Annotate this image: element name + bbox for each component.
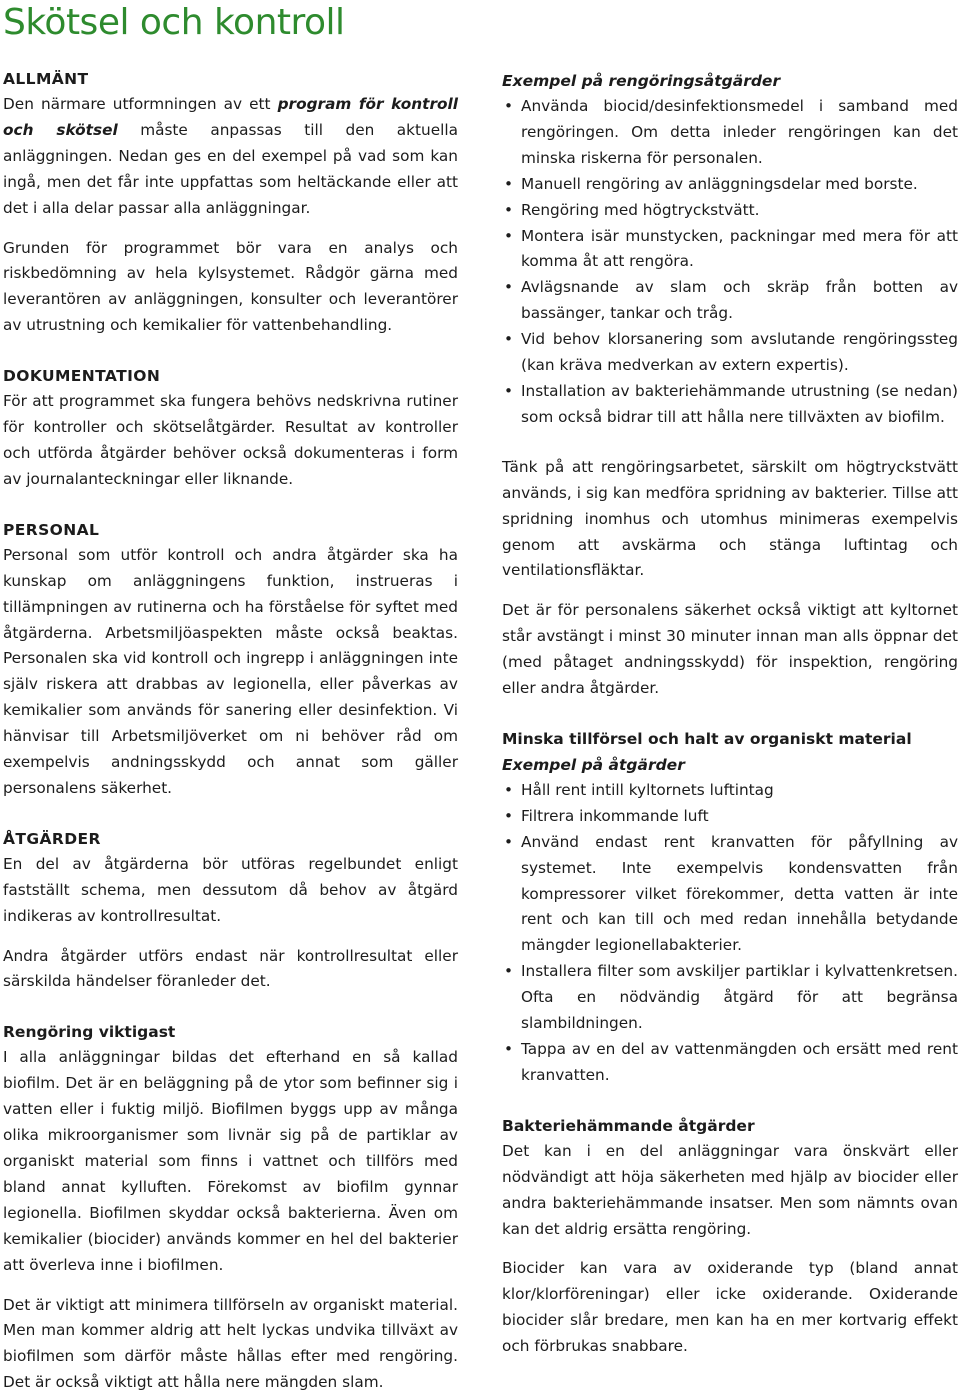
emphasis-program: program för kontroll och skötsel (3, 95, 458, 139)
text-span: Den närmare utformningen av ett (3, 95, 278, 113)
allmant-paragraph-2: Grunden för programmet bör vara en analys och riskbedömning av hela kylsystemet. Rådgör gärna med leverantören av anläggningen, konsulter och leverantörer av utrustning och kemikalier för vattenbehandling. (3, 238, 458, 335)
bullet-icon: • (504, 962, 514, 981)
list-item (502, 275, 958, 327)
atgarder-paragraph-2: Andra åtgärder utförs endast när kontrollresultat eller särskilda händelser föranleder det. (3, 946, 458, 991)
list-item-text: Manuell rengöring av anläggningsdelar med borste. (521, 174, 918, 193)
list-item-text: Rengöring med högtryckstvätt. (521, 200, 760, 219)
list-item (502, 830, 958, 960)
bullet-icon: • (504, 832, 514, 851)
list-item-text: Tappa av en del av vattenmängden och ersätt med rent kranvatten. (521, 1040, 958, 1084)
list-item-text: Avlägsnande av slam och skräp från botten av bassänger, tankar och tråg. (521, 278, 958, 323)
dokumentation-paragraph: För att programmet ska fungera behövs nedskrivna rutiner för kontroller och skötselåtgärder. Resultat av kontroller och utförda åtgärder behöver också dokumenteras i form av journalanteckningar eller liknande. (3, 392, 458, 488)
bullet-icon: • (504, 97, 514, 115)
page-title: Skötsel och kontroll (3, 2, 345, 43)
subheading-minska: Minska tillförsel och halt av organiskt material (502, 729, 912, 748)
atgarder-paragraph-1: En del av åtgärderna bör utföras regelbundet enligt fastställt schema, men dessutom då behov av åtgärd indikeras av kontrollresultat. (3, 854, 458, 925)
list-item (502, 172, 958, 198)
right-column (502, 68, 958, 1360)
section-heading-atgarder: ÅTGÄRDER (3, 829, 101, 848)
bakteriehammande-paragraph-2: Biocider kan vara av oxiderande typ (bland annat klor/klorföreningar) eller icke oxiderande. Oxiderande biocider slår bredare, men kan ha en mer kortvarig effekt och förbrukas snabbare. (502, 1259, 958, 1356)
list-item (502, 1037, 958, 1089)
list-item (502, 94, 958, 172)
list-item-text: Filtrera inkommande luft (521, 806, 709, 825)
bakteriehammande-paragraph-1: Det kan i en del anläggningar vara önskvärt eller nödvändigt att höja säkerheten med hjälp av biocider eller andra bakteriehämmande insatser. Men som nämnts ovan kan det aldrig ersätta rengöring. (502, 1141, 958, 1238)
section-heading-dokumentation: DOKUMENTATION (3, 367, 161, 386)
list-item-text: Håll rent intill kyltornets luftintag (521, 780, 774, 799)
list-item (502, 327, 958, 379)
rengoring-examples-list (502, 94, 958, 431)
subheading-exempel-atgarder: Exempel på åtgärder (502, 755, 685, 774)
list-item-text: Montera isär munstycken, packningar med mera för att komma åt att rengöra. (521, 226, 958, 271)
bullet-icon: • (504, 806, 514, 825)
section-heading-allmant: ALLMÄNT (3, 70, 89, 88)
bullet-icon: • (504, 174, 514, 193)
sakerhet-paragraph: Det är för personalens säkerhet också viktigt att kyltornet står avstängt i minst 30 minuter innan man alls öppnar det (med påtaget andningsskydd) för inspektion, rengöring eller andra åtgärder. (502, 601, 958, 698)
list-item-text: Installation av bakteriehämmande utrustning (se nedan) som också bidrar till att hålla nere tillväxten av biofilm. (521, 381, 958, 426)
list-item-text: Använda biocid/desinfektionsmedel i samband med rengöringen. Om detta inleder rengöringen kan det minska riskerna för personalen. (521, 97, 958, 167)
list-item (502, 778, 958, 804)
bullet-icon: • (504, 381, 514, 400)
section-heading-personal: PERSONAL (3, 520, 100, 539)
list-item-text: Använd endast rent kranvatten för påfyllning av systemet. Inte exempelvis kondensvatten från kompressorer vilket förekommer, detta vatten är inte rent och kan till och med redan innehålla betydande mängder legionellabakterier. (521, 832, 958, 955)
list-item (502, 379, 958, 431)
left-column (3, 66, 458, 1396)
bullet-icon: • (504, 1040, 514, 1058)
list-item-text: Vid behov klorsanering som avslutande rengöringssteg (kan kräva medverkan av extern expertis). (521, 330, 958, 375)
rengoring-paragraph-2: Det är viktigt att minimera tillförseln av organiskt material. Men man kommer aldrig att helt lyckas undvika tillväxt av biofilmen som därför måste hållas efter med rengöring. Det är också viktigt att hålla nere mängden slam. (3, 1295, 458, 1392)
subheading-bakteriehammande: Bakteriehämmande åtgärder (502, 1116, 755, 1135)
bullet-icon: • (504, 200, 514, 219)
allmant-paragraph-1 (3, 92, 458, 222)
list-item (502, 804, 958, 830)
rengoring-paragraph-1: I alla anläggningar bildas det efterhand en så kallad biofilm. Det är en beläggning på de ytor som befinner sig i vatten eller i fuktig miljö. Biofilmen byggs upp av många olika mikroorganismer som livnär sig på de partiklar av organiskt material som finns i vattnet och tillförs med bland annat kylluften. Förekomst av biofilm gynnar legionella. Biofilmen skyddar också bakterierna. Även om kemikalier (biocider) används kommer en hel del bakterier att överleva inne i biofilmen. (3, 1048, 458, 1274)
hogtryck-paragraph: Tänk på att rengöringsarbetet, särskilt om högtryckstvätt används, i sig kan medföra spridning av bakterier. Tillse att spridning inomhus och utomhus minimeras exempelvis genom att avskärma och stänga luftintag och ventilationsfläktar. (502, 457, 958, 580)
list-item (502, 959, 958, 1037)
list-item-text: Installera filter som avskiljer partiklar i kylvattenkretsen. Ofta en nödvändig åtgärd för att begränsa slambildningen. (521, 962, 958, 1033)
personal-paragraph: Personal som utför kontroll och andra åtgärder ska ha kunskap om anläggningens funktion, instrueras i tillämpningen av rutinerna och ha förståelse för syftet med åtgärderna. Arbetsmiljöaspekten måste också beaktas. Personalen ska vid kontroll och ingrepp i anläggningen inte själv riskera att drabbas av legionella, eller påverkas av kemikalier som används för sanering eller desinfektion. Vi hänvisar till Arbetsmiljöverket om ni behöver råd om exempelvis andningsskydd och annat som gäller personalens säkerhet. (3, 545, 458, 797)
subheading-rengoring: Rengöring viktigast (3, 1023, 176, 1042)
bullet-icon: • (504, 226, 514, 245)
subheading-exempel-rengoring: Exempel på rengöringsåtgärder (502, 72, 781, 90)
list-item (502, 224, 958, 276)
bullet-icon: • (504, 278, 514, 297)
bullet-icon: • (504, 330, 514, 349)
bullet-icon: • (504, 780, 514, 799)
atgarder-examples-list (502, 778, 958, 1089)
list-item (502, 198, 958, 224)
text-span: måste anpassas till den aktuella anläggningen. Nedan ges en del exempel på vad som kan ingå, men det får inte uppfattas som heltäckande eller att det i alla delar passar alla anläggningar. (3, 120, 458, 217)
